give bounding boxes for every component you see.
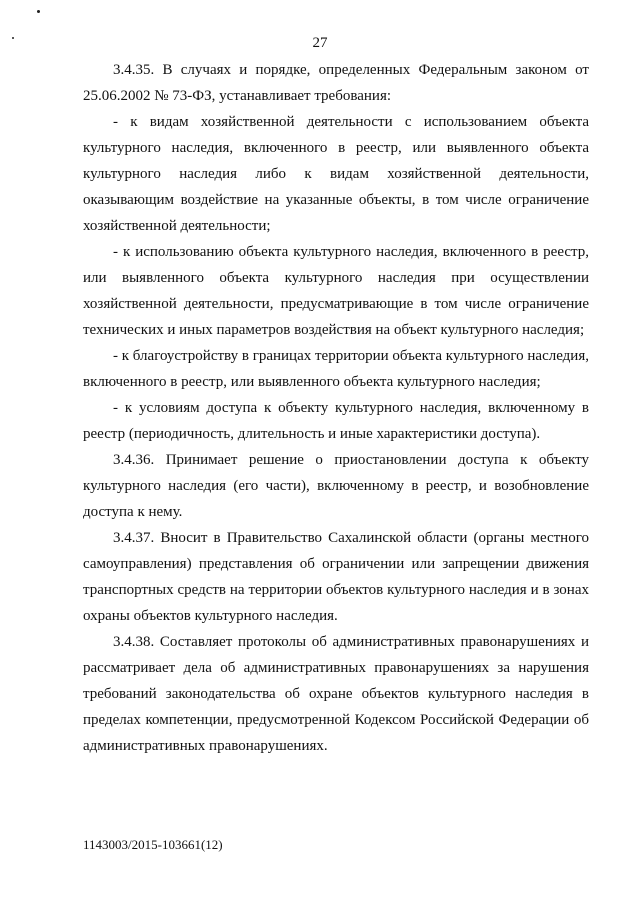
paragraph-requirement-landscaping: - к благоустройству в границах территории объекта культурного наследия, включенного в реестр, или выявленного объекта культурного наследия; (83, 348, 589, 390)
paragraph-requirement-access: - к условиям доступа к объекту культурного наследия, включенному в реестр (периодичность, длительность и иные характеристики доступа). (83, 400, 589, 442)
document-code: 1143003/2015-103661(12) (83, 837, 223, 852)
paragraph-3-4-35: 3.4.35. В случаях и порядке, определенных Федеральным законом от 25.06.2002 № 73-ФЗ, устанавливает требования: (83, 62, 589, 104)
paragraph-requirement-economic-activity: - к видам хозяйственной деятельности с использованием объекта культурного наследия, включенного в реестр, или выявленного объекта культурного наследия либо к видам хозяйственной деятельности, оказывающим воздействие на указанные объекты, в том числе ограничение хозяйственной деятельности; (83, 114, 589, 234)
paragraph-3-4-38: 3.4.38. Составляет протоколы об административных правонарушениях и рассматривает дела об административных правонарушениях за нарушения требований законодательства об охране объектов культурного наследия в пределах компетенции, предусмотренной Кодексом Российской Федерации об административных правонарушениях. (83, 634, 589, 754)
document-body (83, 57, 589, 759)
scan-dot (37, 10, 40, 13)
page-number: 27 (312, 35, 328, 51)
paragraph-3-4-37: 3.4.37. Вносит в Правительство Сахалинской области (органы местного самоуправления) представления об ограничении или запрещении движения транспортных средств на территории объектов культурного наследия и в зонах охраны объектов культурного наследия. (83, 530, 589, 624)
paragraph-requirement-use: - к использованию объекта культурного наследия, включенного в реестр, или выявленного объекта культурного наследия при осуществлении хозяйственной деятельности, предусматривающие в том числе ограничение технических и иных параметров воздействия на объект культурного наследия; (83, 244, 589, 338)
paragraph-3-4-36: 3.4.36. Принимает решение о приостановлении доступа к объекту культурного наследия (его части), включенному в реестр, и возобновление доступа к нему. (83, 452, 589, 520)
